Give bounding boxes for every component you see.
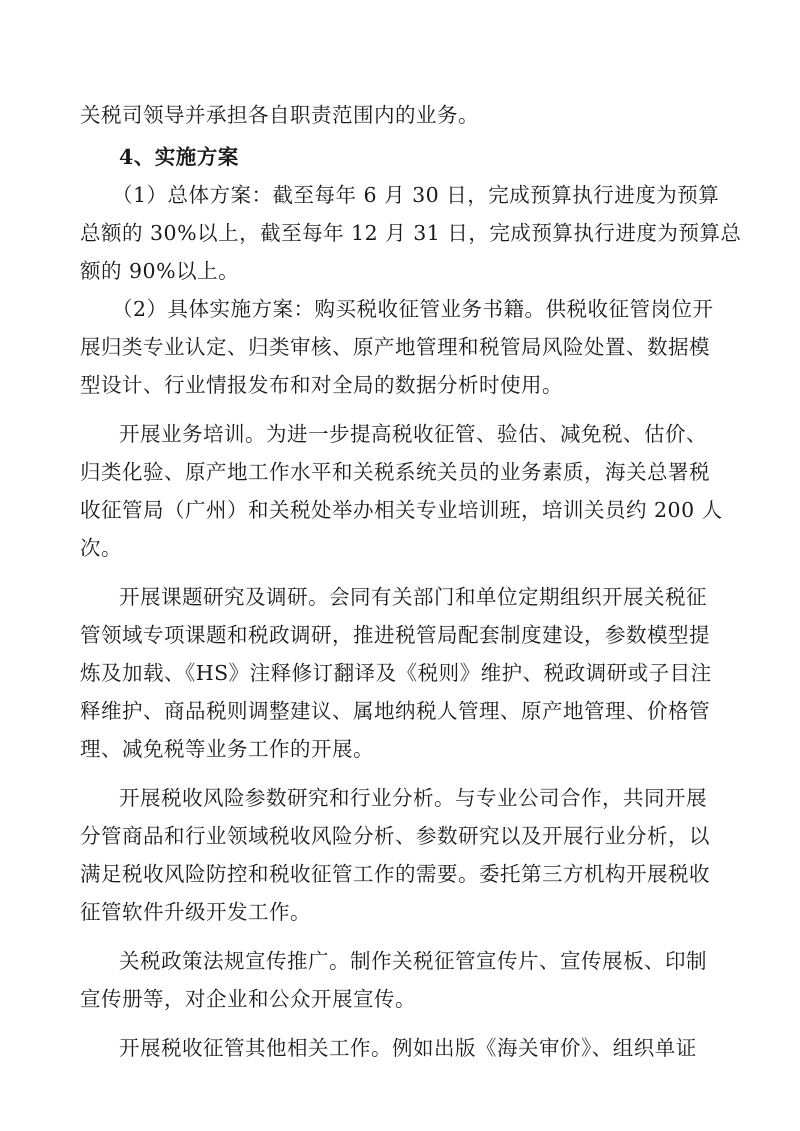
text-line: 额的 90%以上。 [80, 259, 240, 283]
text-line: 征管软件升级开发工作。 [80, 900, 311, 924]
text-line: 展归类专业认定、归类审核、原产地管理和税管局风险处置、数据模 [80, 335, 710, 359]
text-line: 满足税收风险防控和税收征管工作的需要。委托第三方机构开展税收 [80, 862, 710, 886]
text-line: 释维护、商品税则调整建议、属地纳税人管理、原产地管理、价格管 [80, 699, 710, 723]
text-line: 开展课题研究及调研。会同有关部门和单位定期组织开展关税征 [119, 585, 707, 609]
text-line: （1）总体方案：截至每年 6 月 30 日，完成预算执行进度为预算 [112, 183, 720, 207]
text-line: 次。 [80, 536, 122, 560]
text-line: 分管商品和行业领域税收风险分析、参数研究以及开展行业分析，以 [80, 824, 710, 848]
text-line: 开展税收征管其他相关工作。例如出版《海关审价》、组织单证 [119, 1036, 697, 1060]
text-line: 开展业务培训。为进一步提高税收征管、验估、减免税、估价、 [119, 422, 707, 446]
text-line: 理、减免税等业务工作的开展。 [80, 737, 374, 761]
text-line: 总额的 30%以上，截至每年 12 月 31 日，完成预算执行进度为预算总 [80, 221, 742, 245]
text-line: 关税司领导并承担各自职责范围内的业务。 [80, 103, 479, 127]
section-heading: 4、实施方案 [119, 145, 239, 169]
text-line: 收征管局（广州）和关税处举办相关专业培训班，培训关员约 200 人 [80, 498, 723, 522]
text-line: 开展税收风险参数研究和行业分析。与专业公司合作，共同开展 [119, 786, 707, 810]
text-line: 关税政策法规宣传推广。制作关税征管宣传片、宣传展板、印制 [119, 949, 707, 973]
text-line: 型设计、行业情报发布和对全局的数据分析时使用。 [80, 373, 563, 397]
text-line: 炼及加载、《HS》注释修订翻译及《税则》维护、税政调研或子目注 [80, 661, 712, 685]
text-line: （2）具体实施方案：购买税收征管业务书籍。供税收征管岗位开 [112, 297, 714, 321]
text-line: 管领域专项课题和税政调研，推进税管局配套制度建设，参数模型提 [80, 623, 710, 647]
text-line: 归类化验、原产地工作水平和关税系统关员的业务素质，海关总署税 [80, 460, 710, 484]
text-line: 宣传册等，对企业和公众开展宣传。 [80, 987, 416, 1011]
